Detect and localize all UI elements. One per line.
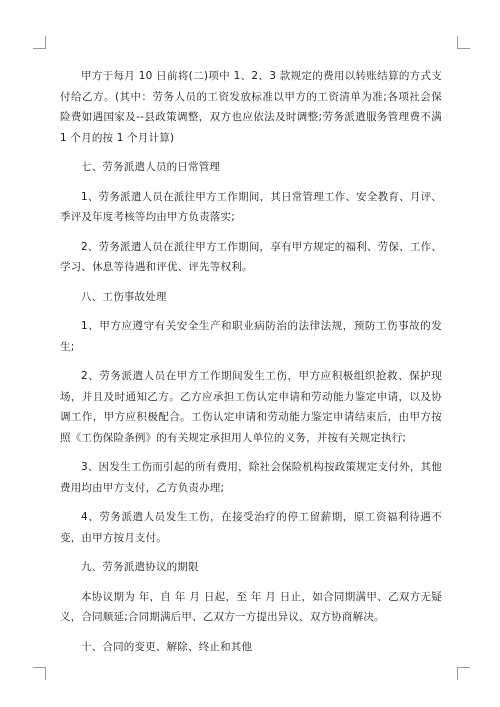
paragraph-management-1: 1、劳务派遣人员在派往甲方工作期间，其日常管理工作、安全教育、月评、季评及年度考核等均由甲方负责落实;: [60, 190, 442, 223]
section-heading-injury-handling: 八、工伤事故处理: [81, 290, 167, 303]
crop-mark-bottom-left: [33, 667, 46, 680]
paragraph-injury-4: 4、劳务派遣人员发生工伤，在接受治疗的停工留薪期，原工资福利待遇不变，由甲方按月支付。: [60, 511, 442, 544]
document-body: [60, 66, 442, 666]
crop-mark-bottom-right: [457, 667, 470, 680]
paragraph-agreement-term: 本协议期为 年，自 年 月 日起，至 年 月 日止，如合同期满甲、乙双方无疑义，合同顺延;合同期满后甲、乙双方一方提出异议，双方协商解决。: [60, 590, 442, 623]
section-heading-daily-management: 七、劳务派遣人员的日常管理: [81, 161, 221, 173]
crop-mark-top-right: [457, 36, 470, 49]
crop-mark-top-left: [33, 36, 46, 49]
section-heading-contract-changes: 十、合同的变更、解除、终止和其他: [81, 640, 253, 653]
paragraph-management-2: 2、劳务派遣人员在派往甲方工作期间，享有甲方规定的福利、劳保、工作、学习、休息等待遇和评优、评先等权利。: [60, 240, 442, 273]
paragraph-injury-3: 3、因发生工伤而引起的所有费用，除社会保险机构按政策规定支付外，其他费用均由甲方支付，乙方负责办理;: [60, 461, 442, 494]
paragraph-injury-1: 1、甲方应遵守有关安全生产和职业病防治的法律法规，预防工伤事故的发生;: [60, 320, 442, 353]
section-heading-agreement-term: 九、劳务派遣协议的期限: [81, 561, 199, 573]
paragraph-injury-2: 2、劳务派遣人员在甲方工作期间发生工伤，甲方应积极组织抢救、保护现场，并且及时通知乙方。乙方应承担工伤认定申请和劳动能力鉴定申请，以及协调工作，甲方应积极配合。工伤认定申请和劳动能力鉴定申请结束后，由甲方按照《工伤保险条例》的有关规定承担用人单位的义务，并按有关规定执行;: [60, 370, 442, 444]
paragraph-payment-terms: 甲方于每月 10 日前将(二)项中 1、2、3 款规定的费用以转账结算的方式支付给乙方。(其中：劳务人员的工资发放标准以甲方的工资清单为准;各项社会保险费如遇国家及--县政策调整，双方也应依法及时调整;劳务派遣服务管理费不满 1 个月的按 1 个月计算): [60, 70, 442, 144]
